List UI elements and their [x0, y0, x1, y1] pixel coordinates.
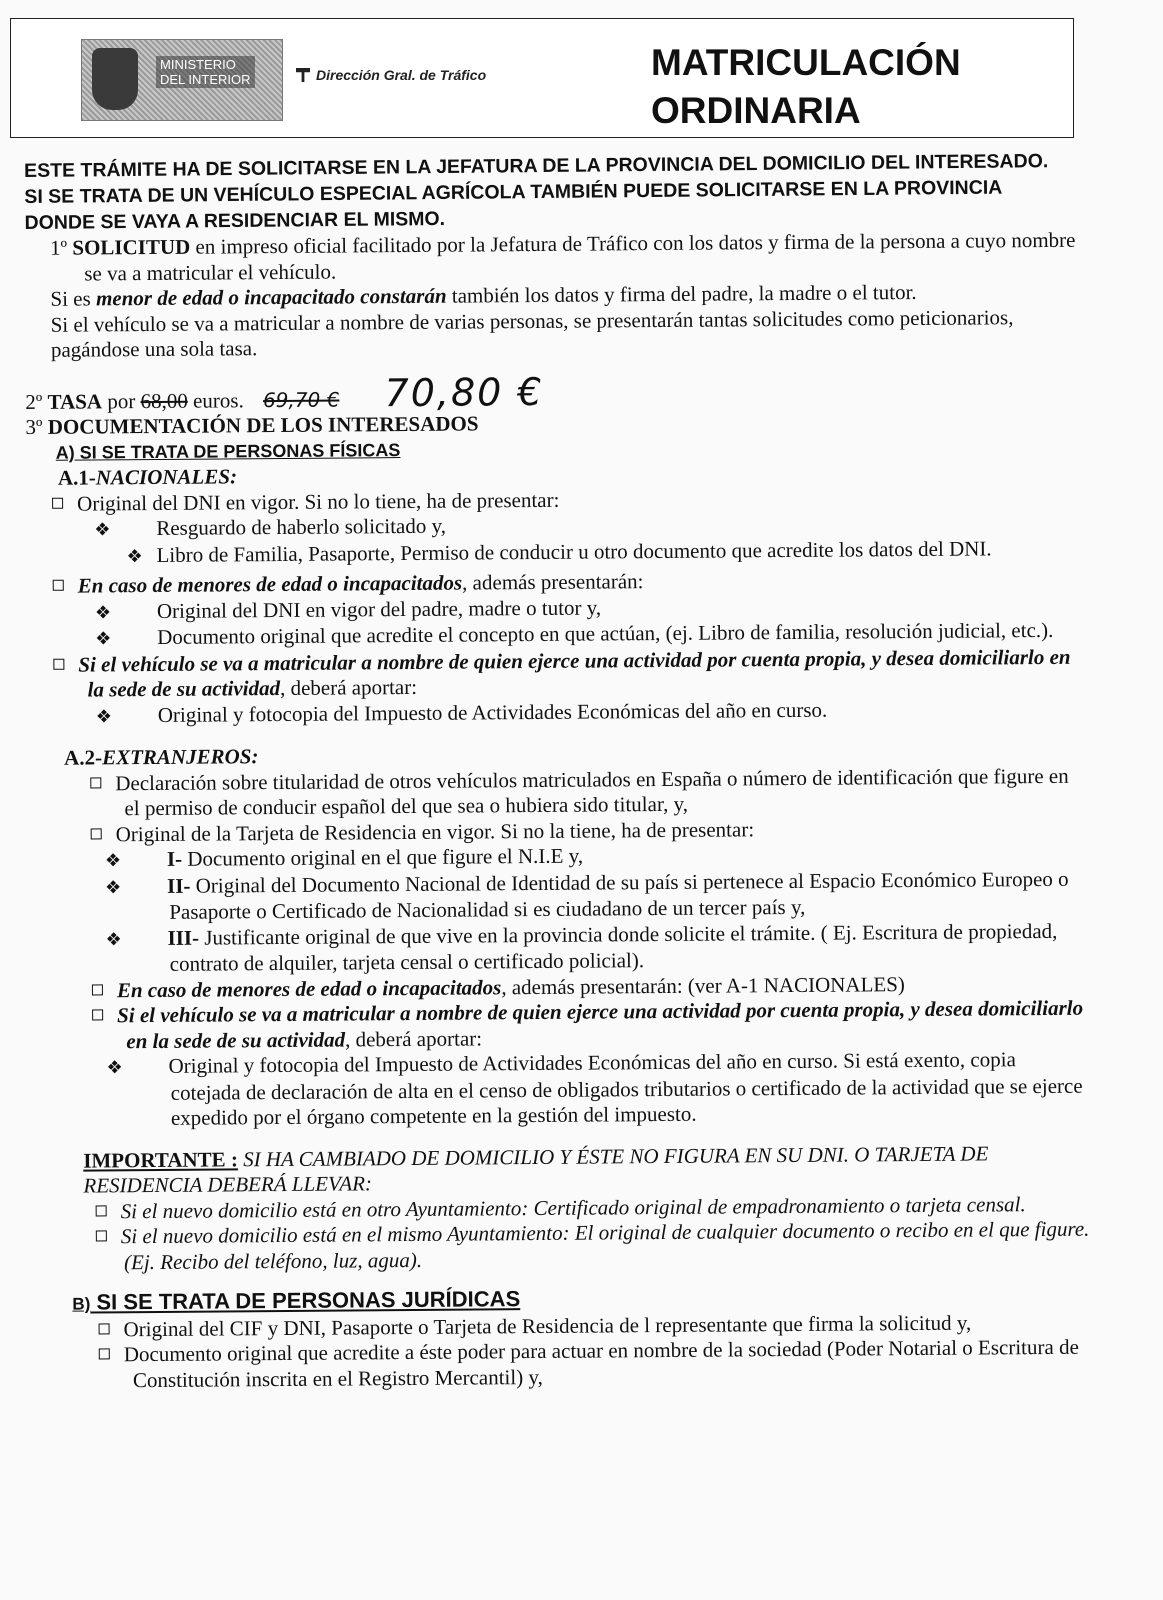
square-bullet-icon — [96, 1230, 107, 1241]
list-item: Si el nuevo domicilio está en otro Ayuntamiento: Certificado original de empadronamiento o tarjeta censal. — [32, 1191, 1092, 1225]
list-subitem: ❖ Original y fotocopia del Impuesto de Actividades Económicas del año en curso. Si está exento, copia cotejada de declaración de alta en el censo de obligados tributarios o certificado de la actividad que se ejerce expedido por el órgano competente en la gestión del impuesto. — [106, 1047, 1083, 1130]
ministry-name — [156, 56, 255, 88]
square-bullet-icon — [52, 497, 63, 508]
subsection-nacionales: A.1-NACIONALES: — [57, 464, 238, 490]
solicitud-multiple: Si el vehículo se va a matricular a nombre de varias personas, se presentarán tantas solicitudes como peticionarios, pagándose una sola tasa. — [50, 304, 1014, 362]
diamond-bullet-icon: ❖ — [95, 628, 112, 649]
list-item: Original de la Tarjeta de Residencia en vigor. Si no la tiene, ha de presentar: — [29, 814, 1089, 848]
important-text: SI HA CAMBIADO DE DOMICILIO Y ÉSTE NO FIGURA EN SU DNI. O TARJETA DE RESIDENCIA DEBERÁ LLEVAR: — [83, 1140, 989, 1198]
diamond-bullet-icon: ❖ — [104, 850, 122, 871]
agency-logo — [296, 67, 486, 83]
list-item: Si el vehículo se va a matricular a nombre de quien ejerce una actividad por cuenta propia, y desea domiciliarlo en la sede de su actividad, deberá aportar: — [30, 996, 1090, 1055]
square-bullet-icon — [96, 1205, 107, 1216]
list-subitem: ❖ Resguardo de haberlo solicitado y, — [26, 509, 1086, 544]
list-item: En caso de menores de edad o incapacitados, además presentarán: — [27, 566, 1087, 600]
list-item: En caso de menores de edad o incapacitados, además presentarán: (ver A-1 NACIONALES) — [30, 970, 1090, 1004]
square-bullet-icon — [53, 580, 64, 591]
list-subitem: ❖ III- Justificante original de que vive en la provincia donde solicite el trámite. ( Ej. Escritura de propiedad, contrato de alquiler, tarjeta censal o certificado policial). — [105, 918, 1058, 976]
list-item: Documento original que acredite a éste poder para actuar en nombre de la sociedad (Poder Notarial o Escritura de Constitución inscrita en el Registro Mercantil) y, — [33, 1335, 1093, 1394]
list-item: Si el nuevo domicilio está en el mismo Ayuntamiento: El original de cualquier documento o recibo en el que figure. (Ej. Recibo del teléfono, luz, agua). — [32, 1217, 1092, 1276]
list-subitem: ❖ II- Original del Documento Nacional de Identidad de su país si pertenece al Espacio Económico Europeo o Pasaporte o Certificado de Nacionalidad si es ciudadano de un tercer país y, — [105, 866, 1069, 924]
important-label: IMPORTANTE : — [83, 1146, 238, 1173]
diamond-bullet-icon: ❖ — [126, 545, 143, 566]
square-bullet-icon — [91, 828, 102, 839]
section-label: SOLICITUD — [72, 234, 191, 260]
ministry-line2: DEL INTERIOR — [160, 72, 251, 87]
square-bullet-icon — [90, 777, 101, 788]
diamond-bullet-icon: ❖ — [106, 1057, 123, 1078]
subsection-extranjeros: A.2-EXTRANJEROS: — [64, 744, 259, 770]
section-number: 1º — [49, 235, 68, 260]
solicitud-minors: Si es menor de edad o incapacitado constarán también los datos y firma del padre, la madre o el tutor. — [50, 279, 917, 311]
notice-text: ESTE TRÁMITE HA DE SOLICITARSE EN LA JEFATURA DE LA PROVINCIA DEL DOMICILIO DEL INTERESADO. SI SE TRATA DE UN VEHÍCULO ESPECIAL AGRÍCOLA TAMBIÉN PUEDE SOLICITARSE EN LA PROVINCIA DONDE SE VAYA A RESIDENCIAR EL MISMO. — [24, 150, 1049, 234]
section-solicitud — [24, 228, 1084, 287]
section-number: 3º — [25, 414, 43, 439]
diamond-bullet-icon: ❖ — [105, 876, 122, 897]
diamond-bullet-icon: ❖ — [95, 705, 112, 726]
page-title — [651, 39, 1071, 135]
list-subitem: ❖ I- Documento original en el que figure el N.I.E y, — [29, 840, 1089, 875]
document-body — [24, 228, 1093, 1394]
list-item: Si el vehículo se va a matricular a nombre de quien ejerce una actividad por cuenta propia, y desea domiciliarlo en la sede de su actividad, deberá aportar: — [27, 644, 1087, 703]
header-box — [10, 18, 1074, 138]
diamond-bullet-icon: ❖ — [94, 601, 112, 622]
title-line1: MATRICULACIÓN — [651, 42, 961, 83]
list-item: Declaración sobre titularidad de otros vehículos matriculados en España o número de identificación que figure en el permiso de conducir español del que sea o hubiera sido titular, y, — [28, 763, 1088, 822]
section-label: DOCUMENTACIÓN DE LOS INTERESADOS — [47, 411, 479, 439]
diamond-bullet-icon: ❖ — [94, 519, 111, 540]
dgt-icon — [296, 68, 310, 82]
square-bullet-icon — [92, 1009, 103, 1020]
square-bullet-icon — [92, 984, 103, 995]
subsection-fisicas: A) SI SE TRATA DE PERSONAS FÍSICAS — [55, 439, 401, 463]
subsection-juridicas: B) SI SE TRATA DE PERSONAS JURÍDICAS — [72, 1286, 521, 1315]
section-tasa: 2º TASA por 68,00 euros. 69,70 € 70,80 € — [25, 369, 544, 415]
list-subitem: ❖ Original y fotocopia del Impuesto de Actividades Económicas del año en curso. — [28, 695, 1088, 730]
diamond-bullet-icon: ❖ — [105, 928, 122, 949]
old-fee: 68,00 — [140, 388, 188, 413]
ministry-line1: MINISTERIO — [160, 57, 236, 72]
section-number: 2º — [25, 389, 43, 414]
important-note — [31, 1140, 1091, 1199]
handwritten-old-fee: 69,70 € — [262, 387, 340, 412]
list-subitem: ❖ Documento original que acredite el concepto en que actúan, (ej. Libro de familia, resolución judicial, etc.). — [27, 618, 1087, 653]
square-bullet-icon — [53, 658, 64, 669]
solicitud-text: en impreso oficial facilitado por la Jefatura de Tráfico con los datos y firma de la persona a cuyo nombre se va a matricular el vehículo. — [84, 227, 1076, 286]
ministry-crest — [81, 39, 283, 121]
title-line2: ORDINARIA — [651, 90, 861, 131]
agency-name: Dirección Gral. de Tráfico — [316, 67, 487, 83]
square-bullet-icon — [99, 1323, 110, 1334]
list-subitem: ❖ Libro de Familia, Pasaporte, Permiso de conducir u otro documento que acredite los datos del DNI. — [26, 535, 1086, 570]
list-subitem: ❖ Original del DNI en vigor del padre, madre o tutor y, — [27, 591, 1087, 626]
coat-of-arms-icon — [92, 48, 138, 110]
list-item: Original del DNI en vigor. Si no lo tiene, ha de presentar: — [26, 483, 1086, 517]
square-bullet-icon — [99, 1348, 110, 1359]
section-label: TASA — [47, 388, 103, 414]
list-item: Original del CIF y DNI, Pasaporte o Tarjeta de Residencia de l representante que firma la solicitud y, — [32, 1309, 1092, 1343]
handwritten-new-fee: 70,80 € — [384, 369, 544, 415]
